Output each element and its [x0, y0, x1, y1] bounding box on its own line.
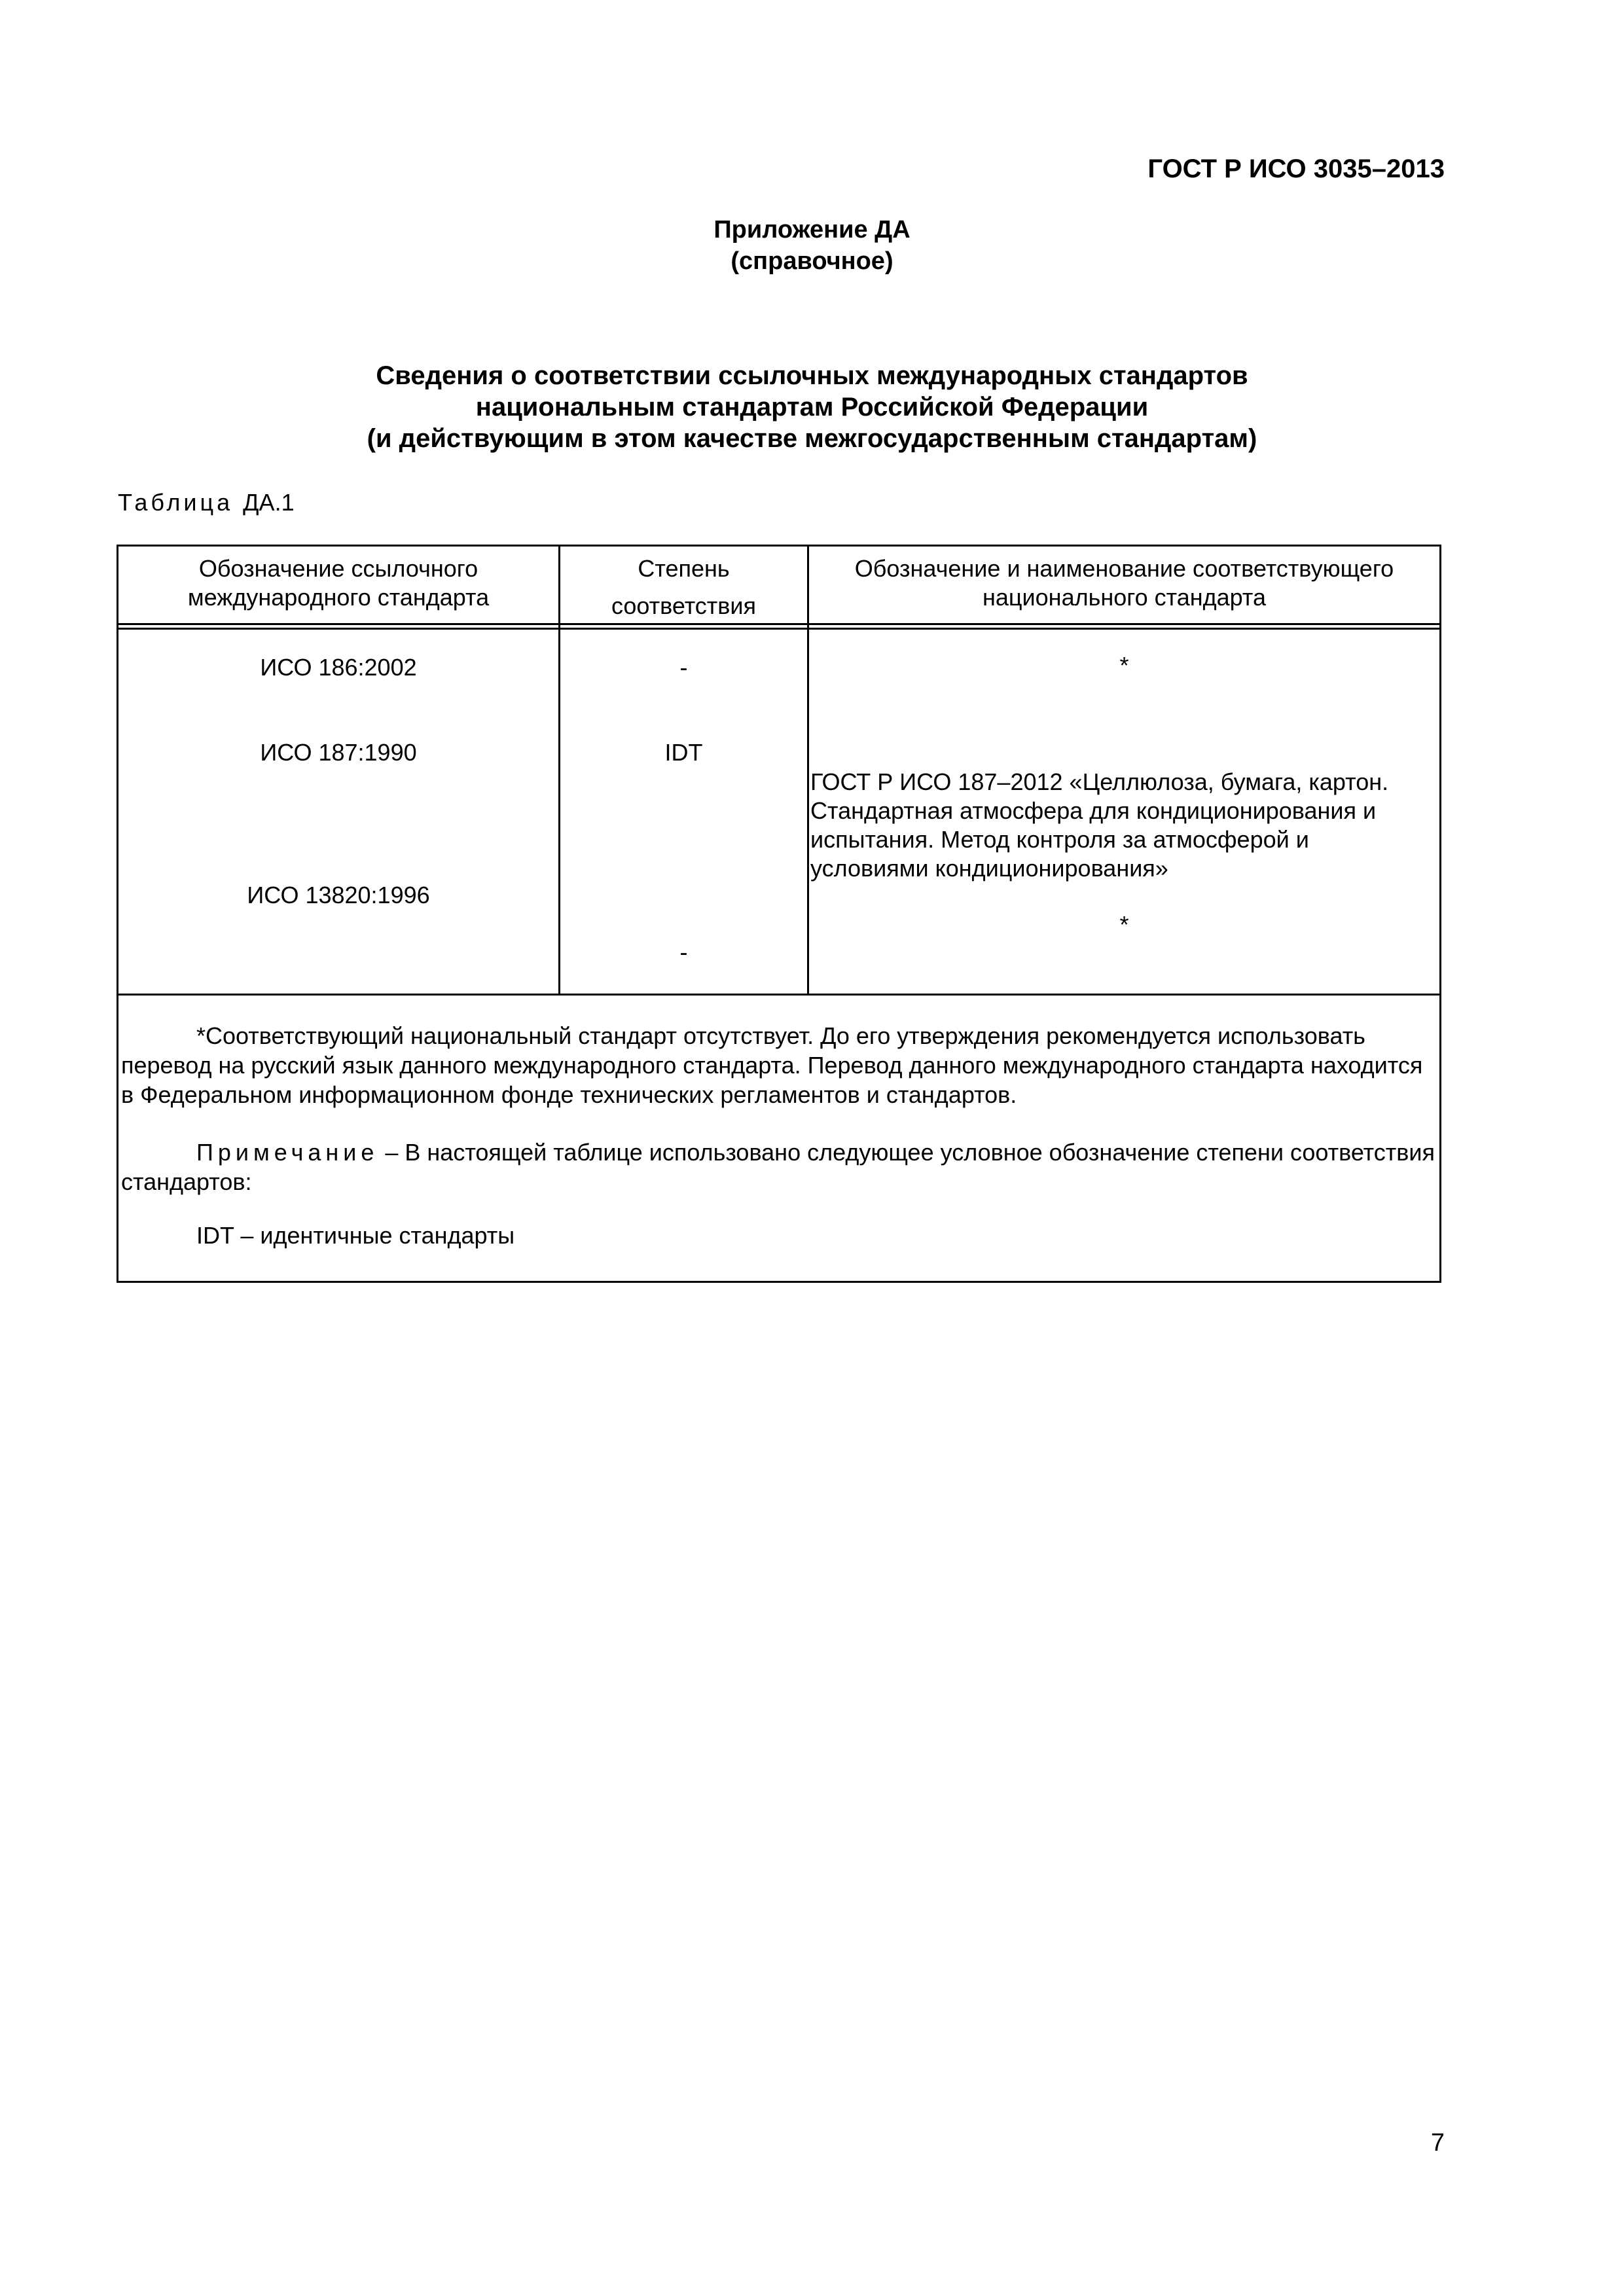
table-footnote: *Соответствующий национальный стандарт отсутствует. До его утверждения рекомендуется использовать перевод на русский язык данного международного стандарта. Перевод данного международного стандарта находится в Федеральном информационном фонде технических регламентов и стандартов. [121, 1022, 1423, 1108]
idt-definition: IDT – идентичные стандарты [196, 1222, 515, 1249]
row-3-national: * [1119, 911, 1129, 938]
header-national-line-2: национального стандарта [983, 584, 1266, 611]
header-national-line-1: Обозначение и наименование соответствующего [854, 555, 1394, 582]
row-3-degree: - [679, 939, 688, 965]
title-line-1: Сведения о соответствии ссылочных международных стандартов [376, 361, 1248, 390]
table-caption-word: Таблица [118, 489, 234, 516]
row-1-degree: - [679, 654, 688, 681]
appendix-heading [0, 214, 1624, 277]
row-1-ref: ИСО 186:2002 [260, 654, 417, 681]
row-2-national-line-2: Стандартная атмосфера для кондиционирования и [810, 797, 1377, 824]
row-2-national [810, 768, 1439, 883]
row-2-degree: IDT [664, 739, 703, 766]
footer-divider [118, 994, 1439, 996]
note-label: Примечание [196, 1139, 379, 1166]
row-2-ref: ИСО 187:1990 [260, 739, 417, 766]
header-ref-line-1: Обозначение ссылочного [198, 555, 478, 582]
header-degree [560, 554, 807, 624]
header-divider-second [118, 628, 1439, 630]
title-line-2: национальным стандартам Российской Федерации [475, 393, 1149, 422]
row-2-national-line-1: ГОСТ Р ИСО 187–2012 «Целлюлоза, бумага, картон. [810, 768, 1389, 795]
document-code: ГОСТ Р ИСО 3035–2013 [1147, 154, 1445, 183]
row-2-national-line-3: испытания. Метод контроля за атмосферой и [810, 826, 1309, 853]
correspondence-table [117, 545, 1441, 1283]
row-2-national-line-4: условиями кондиционирования» [810, 855, 1168, 882]
section-title [0, 360, 1624, 454]
table-note [121, 1138, 1437, 1196]
header-ref-line-2: международного стандарта [187, 584, 490, 611]
table-caption [118, 489, 295, 516]
note-text: – В настоящей таблице использовано следующее условное обозначение степени соответствия стандартов: [121, 1139, 1435, 1195]
page-number: 7 [1430, 2129, 1445, 2157]
row-1-national: * [1119, 652, 1129, 679]
title-line-3: (и действующим в этом качестве межгосударственным стандартам) [367, 424, 1257, 453]
row-3-ref: ИСО 13820:1996 [247, 882, 430, 908]
appendix-title: Приложение ДА [713, 216, 911, 243]
table-caption-number: ДА.1 [243, 489, 295, 516]
header-degree-line-1: Степень [638, 555, 730, 582]
header-ref-standard [118, 554, 558, 612]
header-national-standard [809, 554, 1439, 612]
appendix-subtitle: (справочное) [731, 247, 893, 275]
header-degree-line-2: соответствия [611, 592, 756, 619]
